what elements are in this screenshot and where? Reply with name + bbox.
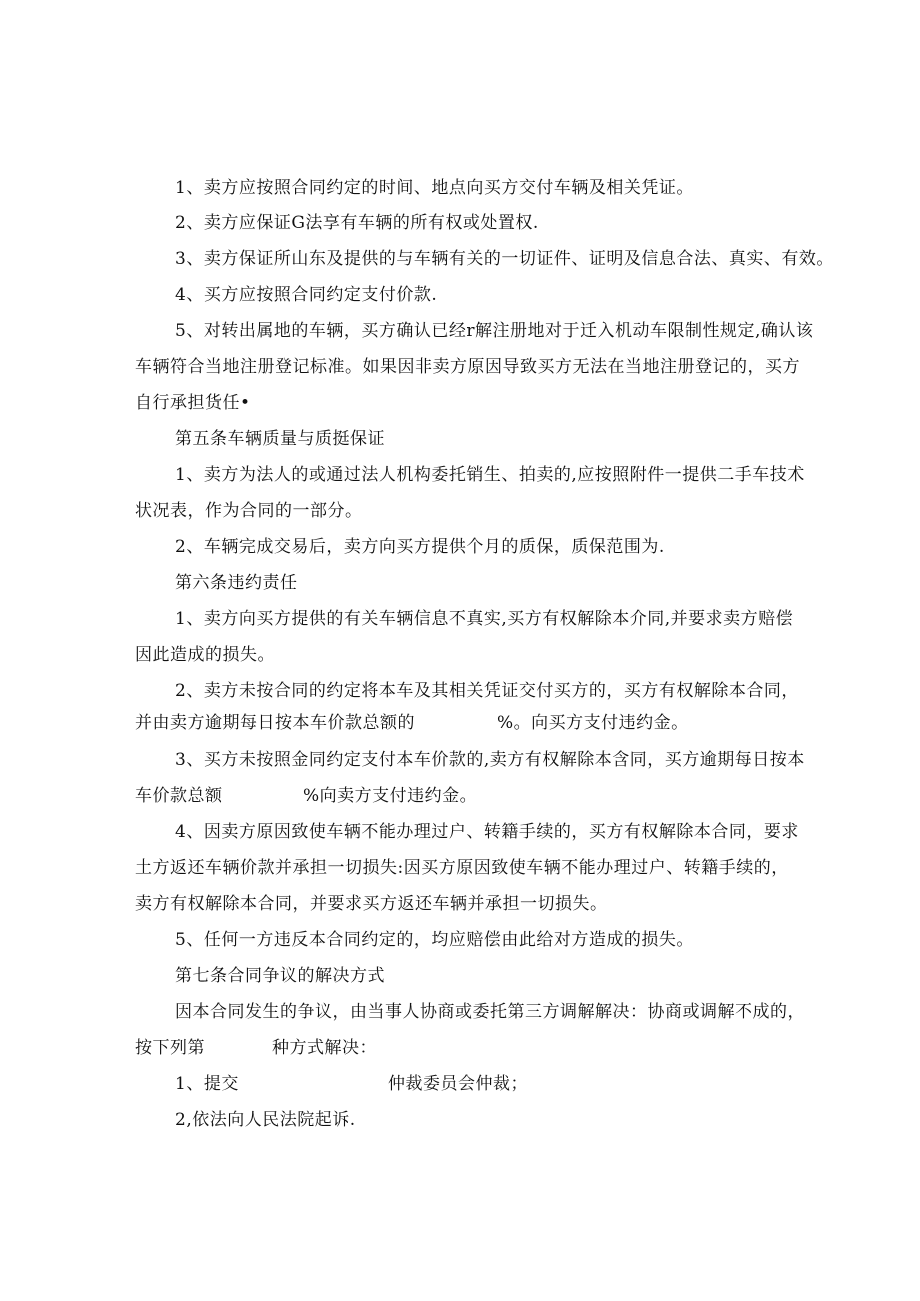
clause7-intro-line-2b: 种方式解决： <box>272 1038 377 1058</box>
clause6-item-3-line-2b: %向卖方支付违约金。 <box>303 786 478 806</box>
clause7-option-2: 2,依法向人民法院起诉. <box>175 1110 356 1130</box>
clause4-item-2: 2、卖方应保证G法享有车辆的所有权或处置权. <box>175 213 539 233</box>
clause6-item-3-line-2a: 车价款总额 <box>135 786 223 806</box>
clause4-item-4: 4、买方应按照合同约定支付价款. <box>175 285 438 305</box>
clause6-item-4-line-1: 4、因卖方原因致使车辆不能办理过户、转籍手续的，买方有权解除本合同，要求 <box>175 822 799 842</box>
clause6-item-3-line-1: 3、买方未按照金同约定支付本车价款的,卖方有权解除本含同，买方逾期每日按本 <box>175 750 805 770</box>
clause7-heading: 第七条合同争议的解决方式 <box>175 966 385 986</box>
clause7-intro-line-1: 因本合同发生的争议，由当事人协商或委托第三方调解解决：协商或调解不成的， <box>175 1002 805 1022</box>
clause4-item-1: 1、卖方应按照合同约定的时间、地点向买方交付车辆及相关凭证。 <box>175 178 694 198</box>
clause7-intro-line-2a: 按下列第 <box>135 1038 205 1058</box>
clause6-item-4-line-3: 卖方有权解除本合同，并要求买方返还车辆并承担一切损失。 <box>135 894 608 914</box>
clause6-item-4-line-2: 土方返还车辆价款并承担一切损失:因买方原因致使车辆不能办理过户、转籍手续的， <box>135 858 789 878</box>
clause6-heading: 第六条违约责任 <box>175 573 298 593</box>
clause6-item-2-line-2a: 并由卖方逾期每日按本车价款总额的 <box>135 713 415 733</box>
clause7-option-1a: 1、提交 <box>175 1074 239 1094</box>
clause4-item-5-line-3: 自行承担货任• <box>135 393 251 413</box>
clause4-item-3: 3、卖方保证所山东及提供的与车辆有关的一切证件、证明及信息合法、真实、有效。 <box>175 249 834 269</box>
clause6-item-1-line-2: 因此造成的损失。 <box>135 645 275 665</box>
clause5-item-1-line-2: 状况表，作为合同的一部分。 <box>135 501 363 521</box>
clause4-item-5-line-1: 5、对转出属地的车辆，买方确认已经r解注册地对于迁入机动车限制性规定,确认该 <box>175 321 814 341</box>
clause5-heading: 第五条车辆质量与质挺保证 <box>175 429 385 449</box>
clause4-item-5-line-2: 车辆符合当地注册登记标准。如果因非卖方原因导致买方无法在当地注册登记的，买方 <box>135 357 800 377</box>
clause6-item-1-line-1: 1、卖方向买方提供的有关车辆信息不真实,买方有权解除本介同,并要求卖方赔偿 <box>175 609 794 629</box>
clause6-item-2-line-2b: %。向买方支付违约金。 <box>497 713 689 733</box>
clause6-item-2-line-1: 2、卖方未按合同的约定将本车及其相关凭证交付买方的，买方有权解除本合同， <box>175 681 799 701</box>
clause5-item-1-line-1: 1、卖方为法人的或通过法人机构委托销生、拍卖的,应按照附件一提供二手车技术 <box>175 465 805 485</box>
clause5-item-2: 2、车辆完成交易后，卖方向买方提供个月的质保，质保范围为. <box>175 537 665 557</box>
clause7-option-1b: 仲裁委员会仲裁； <box>388 1074 528 1094</box>
clause6-item-5: 5、任何一方违反本合同约定的，均应赔偿由此给对方造成的损失。 <box>175 930 694 950</box>
